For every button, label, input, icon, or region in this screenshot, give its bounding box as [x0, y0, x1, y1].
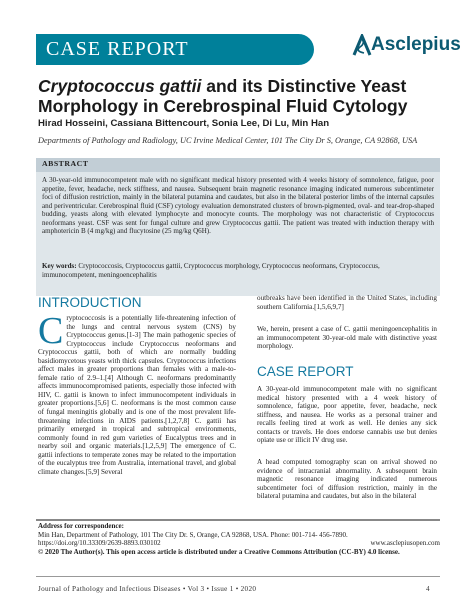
doi-link[interactable]: https://doi.org/10.33309/2639-8893.030102	[38, 539, 161, 548]
right-column-paragraph-1: outbreaks have been identified in the United States, including southern California.[1,5,6,9,7]	[257, 294, 437, 311]
abstract-heading: ABSTRACT	[42, 159, 89, 168]
introduction-text	[38, 310, 236, 476]
correspondence-block	[38, 522, 440, 556]
case-report-paragraph-2: A head computed tomography scan on arrival showed no evidence of intracranial abnormality. A subsequent brain magnetic resonance imaging indicated numerous subcentimeter foci of diffusion restriction, mainly in the bilateral putamina and caudates, but also in the bilateral	[257, 458, 437, 501]
page-number: 4	[426, 585, 430, 593]
license-text: © 2020 The Author(s). This open access article is distributed under a Creative Commons Attribution (CC-BY) 4.0 license.	[38, 547, 400, 556]
correspondence-address: Min Han, Department of Pathology, 101 The City Dr. S, Orange, CA 92868, USA. Phone: 001-714- 456-7890.	[38, 530, 348, 539]
case-report-paragraph-1: A 30-year-old immunocompetent male with no significant medical history presented with a 4 week history of somnolence, fatigue, poor appetite, fever, headache, neck stiffness, and nausea. He works as a personal trainer and recalls feeling tired at work as well. He denies any sick contacts or travels. He does endorse cannabis use but denies opiate use or illicit IV drug use.	[257, 385, 437, 445]
correspondence-label: Address for correspondence:	[38, 522, 124, 530]
correspondence-divider	[36, 519, 440, 521]
publisher-logo-text: Asclepius	[371, 34, 461, 55]
journal-footer: Journal of Pathology and Infectious Diseases • Vol 3 • Issue 1 • 2020	[38, 585, 257, 593]
article-title	[38, 76, 418, 116]
keywords-list: Cryptococcosis, Cryptococcus gattii, Cryptococcus morphology, Cryptococcus neoformans, Cryptococcus, immunocompetent, meningoencephalitis	[42, 262, 380, 279]
introduction-body: ryptococcosis is a potentially life-threatening infection of the lungs and central nervous system (CNS) by Cryptococcus genus.[1-3] The main pathogenic species of Cryptococcus include Cryptococcus neoformans and Cryptococcus gattii, both of which are normally budding basidiomycetous yeasts with thick capsules. Cryptococcus infections affect males in greater proportions than females with a male-to-female ratio of 2.9–1.[4] Although C. neoformans predominantly affects immunocompromised patients, especially those infected with HIV, C. gattii is known to infect immunocompetent individuals in greater proportions.[5,6] C. neoformans is the most common cause of fungal meningitis globally and is one of the most prevalent life-threatening infections in AIDS patients.[1,2,7,8] C. gattii has primarily emerged in tropical and subtropical environments, commonly found in red gum varieties of Eucalyptus trees and in nearby soil and organic materials.[1,2,5,9] The emergence of C. gattii infections to temperate zones may be related to the importation of the eucalyptus tree from Australia, international travel, and global climate changes.[5,9] Several	[38, 314, 236, 476]
keywords	[42, 262, 434, 279]
drop-cap: C	[38, 310, 64, 352]
introduction-heading: INTRODUCTION	[38, 295, 142, 310]
affiliation: Departments of Pathology and Radiology, UC Irvine Medical Center, 101 The City Dr S, Orange, CA 92868, USA	[38, 136, 418, 145]
asclepius-logo-icon	[352, 34, 372, 56]
publisher-site-link[interactable]: www.asclepiusopen.com	[370, 539, 440, 548]
keywords-label: Key words:	[42, 262, 77, 270]
case-report-heading: CASE REPORT	[257, 364, 354, 379]
abstract-header-bar	[36, 158, 440, 172]
footer-divider	[36, 576, 440, 577]
banner-label: CASE REPORT	[46, 38, 189, 60]
right-column-paragraph-2: We, herein, present a case of C. gattii meningoencephalitis in an immunocompetent 30-year-old male with distinctive yeast morphology.	[257, 325, 437, 351]
title-italic: Cryptococcus gattii	[38, 76, 202, 96]
author-list: Hirad Hosseini, Cassiana Bittencourt, Sonia Lee, Di Lu, Min Han	[38, 118, 330, 129]
title-rest: and its Distinctive Yeast Morphology in Cerebrospinal Fluid Cytology	[38, 76, 408, 116]
abstract-text: A 30-year-old immunocompetent male with no significant medical history presented with 4 weeks history of somnolence, fatigue, poor appetite, fever, headache, neck stiffness, and nausea. Subsequent brain magnetic resonance imaging indicated numerous subcentimeter foci of diffusion restriction, mainly in the bilateral putamina and caudates, but also in the bilateral posterior limbs of the internal capsules and periventricular. Cerebrospinal fluid (CSF) cytology evaluation demonstrated clusters of brown-pigmented, oval- and tear-drop-shaped budding, yeasts along with elevated lymphocyte and monocyte counts. The morphology was not characteristic of Cryptococcus neoformans yeast. CSF was sent for fungal culture and grew Cryptococcus gattii. The patient was treated with induction therapy with amphotericin B (4 mg/kg) and flucytosine (25 mg/kg Q6H).	[42, 176, 434, 235]
